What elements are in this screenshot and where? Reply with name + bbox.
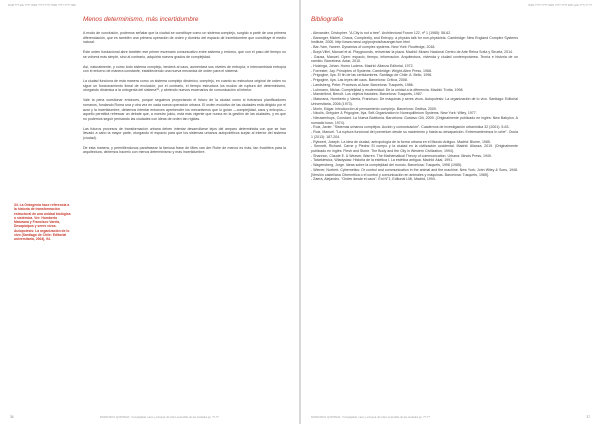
footnote: 34. La Ontogenia hace referencia a la historia de transformación estructural de una unidad biológica o sistémica. Ver: Humberto Maturana y Francisco Varela, Desapiaipos y seres vivos. Autopoiesis: La organización de lo vivo (Santiago de Chile: Editorial universitaria, 2004), 94. <box>14 203 71 242</box>
bibliography-entry: - Huizinga, Johan. Homo Ludens. Madrid: Alianza Editorial, 1972. <box>311 64 414 69</box>
right-page-header: ISSN ????-???? ISSN ????-???? IMP. (año ???) ?? ?? <box>528 4 592 7</box>
bibliography-entry: - Wagensberg, Jorge. Ideas sobre la complejidad del mundo. Barcelona: Tusquets, 1998 (1985). <box>311 163 463 168</box>
bibliography-entry: - Rykwert, Joseph. La idea de ciudad, antropología de la forma urbana en el Mundo Antiguo. Madrid: Blume, 1985. <box>311 139 491 144</box>
bibliography-entry: - Landsberg, Peter. Procesos al Azar. Barcelona: Tusquets, 1986. <box>311 82 414 87</box>
body-paragraph: Las futuros procesos de transformación urbana deben intentar desarrollarse lejos del amparo determinista con que se han llevado a cabo la mayor parte, otorgando el espacio para que los sistemas urbanos autopoiéticos surjan al interior del sistema (ciudad). <box>83 126 286 140</box>
bibliography-list <box>311 31 518 182</box>
body-paragraph: Vale la pena cuestionar entonces, porqué seguimos proyectando el futuro de la ciudad como si fuéramos planificadores romanos, fundando Roma una y otra vez en cada nueva operación urbana. El orden evolutivo de las ciudades está dirigido por el azar y la incertidumbre, debemos intentar entonces aprehender los mecanismos que lo guían —complejidad, caos y entropía— aquello permitirá refrescar un debate que, a nuestro juicio, está más vigente que nunca en la gestión de las ciudades, y es que no podemos seguir pensando las ciudades con ideas de orden tan rígidas. <box>83 98 286 121</box>
bibliography-entry: - Alexander, Cristopher. "A City is not a tree". Architectural Forum 122, nº 1 (1965): 58-62. <box>311 31 452 35</box>
bibliography-entry: - Baranger, Michel. Chaos, Complexity, and Entropy: a physics talk for non-physicists. Cambridge: New England Complex Systems Institute, 2000. http://www.necsi.org/projects/baranger/cce.html <box>311 35 518 45</box>
bibliography-entry: - Ruiz, Javier. "Sistemas urbanos complejos. Acción y comunicación". Cuadernos de investigación urbanística 32 (2001): 5-63. <box>311 125 510 130</box>
right-page-number: 37 <box>586 415 590 419</box>
section-title: Menos determinismo, más incertidumbre <box>83 16 199 23</box>
body-paragraph: La ciudad funciona de esta manera como un sistema complejo dinámico; complejo, en cuanto su estructura original de orden no sigue un funcionamiento lineal de evolución; por el contrario, el tiempo estructura los modos de ruptura del determinismo, otorgando dinámica a la ontogenia del sistema³⁴, y abriendo nuevos escenarios de comunicación al interior. <box>83 79 286 93</box>
bibliography-entry: - Prigogine, Ilya. Las leyes del caos. Barcelona: Crítica, 2008. <box>311 78 408 83</box>
bibliography-entry: - Sennett, Richard. Carne y Piedra: El cuerpo y la ciudad en la civilización occidental. Madrid: Alianza, 2019. (Originalmente publicado en inglés: Flesh and Stone. The Body and the City in Western Civilization, 1994). <box>311 144 518 153</box>
body-paragraph: A modo de conclusión, podemos señalar que la ciudad se constituye como un sistema complejo, surgido a partir de una primera diferenciación, que es también una primera operación de orden y dominio del espacio de incertidumbre que constituye el medio natural. <box>83 31 286 45</box>
bibliography-entry: - Shannon, Claude E. & Weaver, Warren. The Mathematical Theory of communication. Urbana: Illinois Press, 1949. <box>311 153 492 158</box>
bibliography-entry: - Maturana, Humberto y Varela, Francisco. De máquinas y seres vivos. Autopoiesis: La organización de lo vivo. Santiago: Editorial Universitaria, 2006 (1973). <box>311 97 518 106</box>
right-page-footer: FRANCISCO QUINTANA, "Complejidad, caos y entropía: El orden entendido de las ciudades pp. ??-?? <box>311 416 430 419</box>
left-page-header: RUM ??? año ???? ISSN ????-???? ISSN ????-???? IMP. <box>8 4 77 7</box>
body-paragraph: Este orden fundacional abre también ese primer escenario comunicativo entre sistema y entorno, que con el paso del tiempo no se volverá más simple, sino al contrario, adquirirá nuevos grados de complejidad. <box>83 50 286 59</box>
body-paragraph: Así, naturalmente, y como todo sistema complejo, tenderá al caos, aumentará sus niveles de entropía, e intercambiará entropía con el entorno de manera constante, estableciendo una nueva mecánica de orden para el sistema. <box>83 64 286 74</box>
left-page-footer: FRANCISCO QUINTANA, "Complejidad, caos y entropía: El orden entendido de las ciudades pp. ??-?? <box>100 416 219 419</box>
bibliography-entry: - Bar-Yam, Yaneer. Dynamics of complex systems. New York: Routledge, 2018. <box>311 45 436 50</box>
bibliography-entry: - Zaera, Alejandro. "Orden desde el caos". Enl N°1, Editorial LMI, Madrid, 1994. <box>311 177 436 182</box>
bibliography-entry: - Tatarkiewicz, Wladyslaw. Historia de la estética I. La estética antigua. Madrid: Akal, 1991. <box>311 158 454 163</box>
body-paragraph: De esta manera, y permitiéndonos parafrasear la famosa frase de Mies van der Rohe de menos es más, tan fructífera para la arquitectura, debemos hacerlo con menos determinismo y más incertidumbre. <box>83 145 286 155</box>
body-text <box>83 31 286 160</box>
right-page <box>301 0 600 424</box>
left-page <box>0 0 299 424</box>
bibliography-entry: - Forrester, Jay. Principles of Systems. Cambridge: Wright-Allen Press, 1968. <box>311 68 432 73</box>
bibliography-entry: - Morin, Edgar. Introducción al pensamiento complejo. Barcelona: Gedisa, 2009. <box>311 106 437 111</box>
bibliography-entry: - Wiener, Norbert. Cybernetics: Or control and communication in the animal and the machine. New York: John Wiley & Sons, 1948. [Versión castellana Cibernética o el control y comunicación en animales y máquinas. Barcelona: Tusquets, 1985]. <box>311 167 518 177</box>
bibliography-entry: - Ruiz, Manuel. "La ruptura funcional del pomerium desde su nacimiento y hasta su desaparición. Entremantenimos In urbe". Ocula 1 (2013): 187-204. <box>311 130 518 139</box>
bibliography-entry: - Nicolis, Grégoire & Prigogine, Ilya. Self-Organization in Nonequilibrium Systems. New York: Wiley, 1977. <box>311 111 477 116</box>
bibliography-entry: - Luhmann, Niklas. Complejidad y modernidad: De la unidad a la diferencia. Madrid: Trotta, 1998. <box>311 87 464 92</box>
bibliography-entry: - Nieuwenhuys, Constant. La Nueva Babilonia. Barcelona: Gustavo Gili, 2009. (Originalmente publicado en inglés: New Babylon. A nomadic town, 1974). <box>311 115 518 125</box>
bibliography-entry: - Mandelbrot, Benoît. Los objetos fractales. Barcelona: Tusquets, 1987. <box>311 92 423 97</box>
bibliography-entry: - Borja Villel, Manuel et al. Playgrounds, reinventar la plaza. Madrid: Museo Nacional Centro de Arte Reina Sofía y Siruela, 2014. <box>311 49 514 54</box>
bibliography-entry: - Prigogine, Ilya. El fin de las certidumbres. Santiago de Chile: A. Bello, 1996. <box>311 73 433 78</box>
left-page-number: 36 <box>10 415 14 419</box>
bibliography-entry: - Gausa, Manuel. Open: espacio, tiempo, información. Arquitectura, vivienda y ciudad contemporánea. Teoría e historia de un cambio. Barcelona: Actar, 2010. <box>311 54 518 64</box>
bibliography-title: Bibliografía <box>311 16 343 23</box>
